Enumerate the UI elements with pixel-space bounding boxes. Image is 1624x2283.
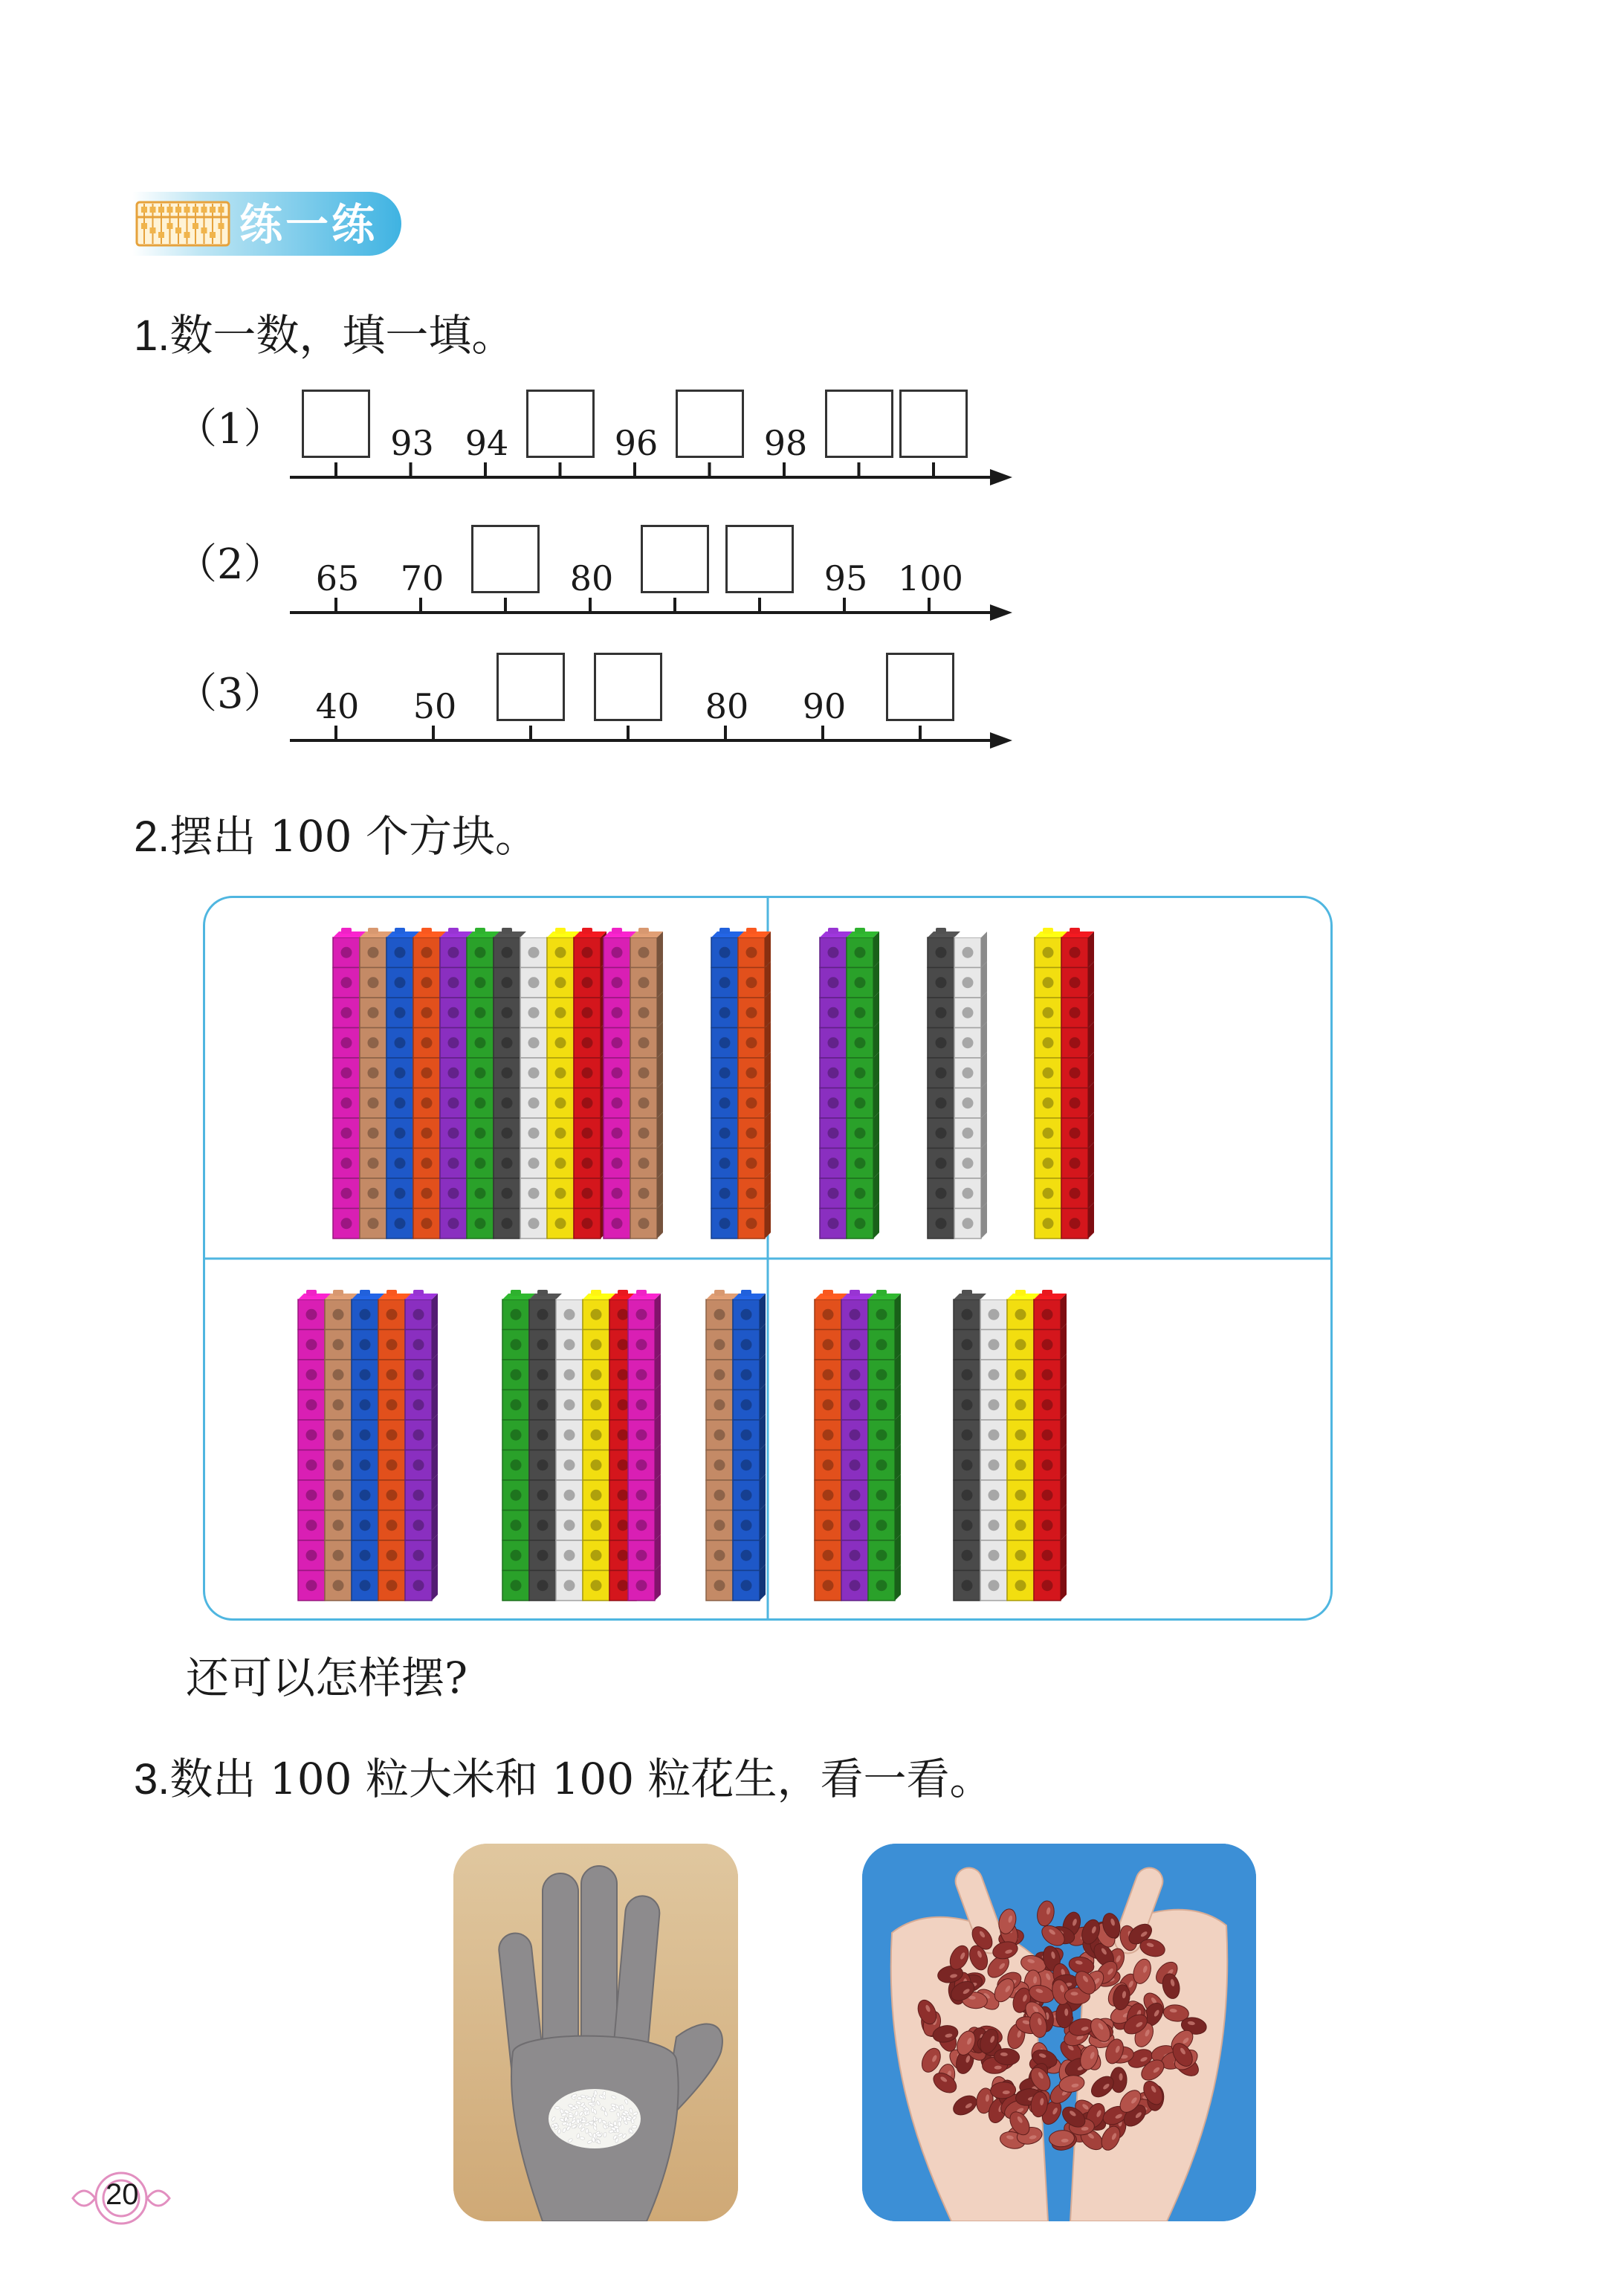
answer-box[interactable]: [676, 390, 744, 458]
question-2-title: [134, 810, 538, 863]
peanuts-photo: [862, 1844, 1256, 2221]
tick-label: 65: [315, 558, 360, 598]
question-1-text: 数一数，填一填。: [169, 310, 515, 361]
rice-photo: [453, 1844, 738, 2221]
hand-with-rice-icon: [453, 1844, 738, 2221]
question-3-title: [134, 1753, 993, 1806]
answer-box[interactable]: [886, 653, 954, 721]
row-1-label: （1）: [175, 405, 285, 453]
tick-label: 70: [400, 558, 444, 598]
cube-column: [733, 1290, 766, 1601]
question-2-number: 2.: [134, 813, 170, 861]
cube-arrangements: [203, 896, 1333, 1621]
cube-column: [630, 928, 663, 1239]
question-3-number: 3.: [134, 1755, 170, 1804]
question-3-text: 数出 100 粒大米和 100 粒花生，看一看。: [169, 1754, 993, 1804]
cube-column: [405, 1290, 438, 1601]
question-2-text: 摆出 100 个方块。: [169, 811, 538, 862]
tick-label: 96: [614, 423, 659, 463]
cube-column: [954, 928, 987, 1239]
row-3-label: （3）: [175, 670, 285, 718]
tick-label: 100: [898, 558, 963, 598]
hands-with-peanuts-icon: [862, 1844, 1256, 2221]
cube-column: [1061, 928, 1094, 1239]
answer-box[interactable]: [825, 390, 893, 458]
section-title: 练一练: [239, 199, 378, 250]
tick-label: 40: [315, 686, 360, 726]
answer-box[interactable]: [594, 653, 662, 721]
answer-box[interactable]: [471, 525, 540, 593]
question-2-followup: 还可以怎样摆?: [186, 1653, 468, 1703]
tick-label: 90: [802, 686, 847, 726]
tick-label: 98: [763, 423, 808, 463]
page-number: 20: [106, 2178, 139, 2211]
answer-box[interactable]: [302, 390, 370, 458]
tick-label: 80: [705, 686, 749, 726]
cube-column: [1034, 1290, 1067, 1601]
number-lines: [0, 0, 1624, 818]
answer-box[interactable]: [526, 390, 595, 458]
cube-column: [574, 928, 606, 1239]
arrow-right-icon: [990, 469, 1012, 485]
cube-column: [738, 928, 771, 1239]
answer-box[interactable]: [641, 525, 709, 593]
arrow-right-icon: [990, 604, 1012, 621]
row-2-label: （2）: [175, 540, 285, 589]
answer-box[interactable]: [725, 525, 794, 593]
tick-label: 93: [390, 423, 434, 463]
answer-box[interactable]: [899, 390, 968, 458]
cube-column: [868, 1290, 901, 1601]
cube-column: [847, 928, 879, 1239]
cube-column: [628, 1290, 661, 1601]
question-1-number: 1.: [134, 311, 170, 360]
arrow-right-icon: [990, 732, 1012, 749]
tick-label: 80: [569, 558, 614, 598]
answer-box[interactable]: [496, 653, 565, 721]
tick-label: 94: [465, 423, 509, 463]
tick-label: 95: [824, 558, 868, 598]
tick-label: 50: [413, 686, 457, 726]
